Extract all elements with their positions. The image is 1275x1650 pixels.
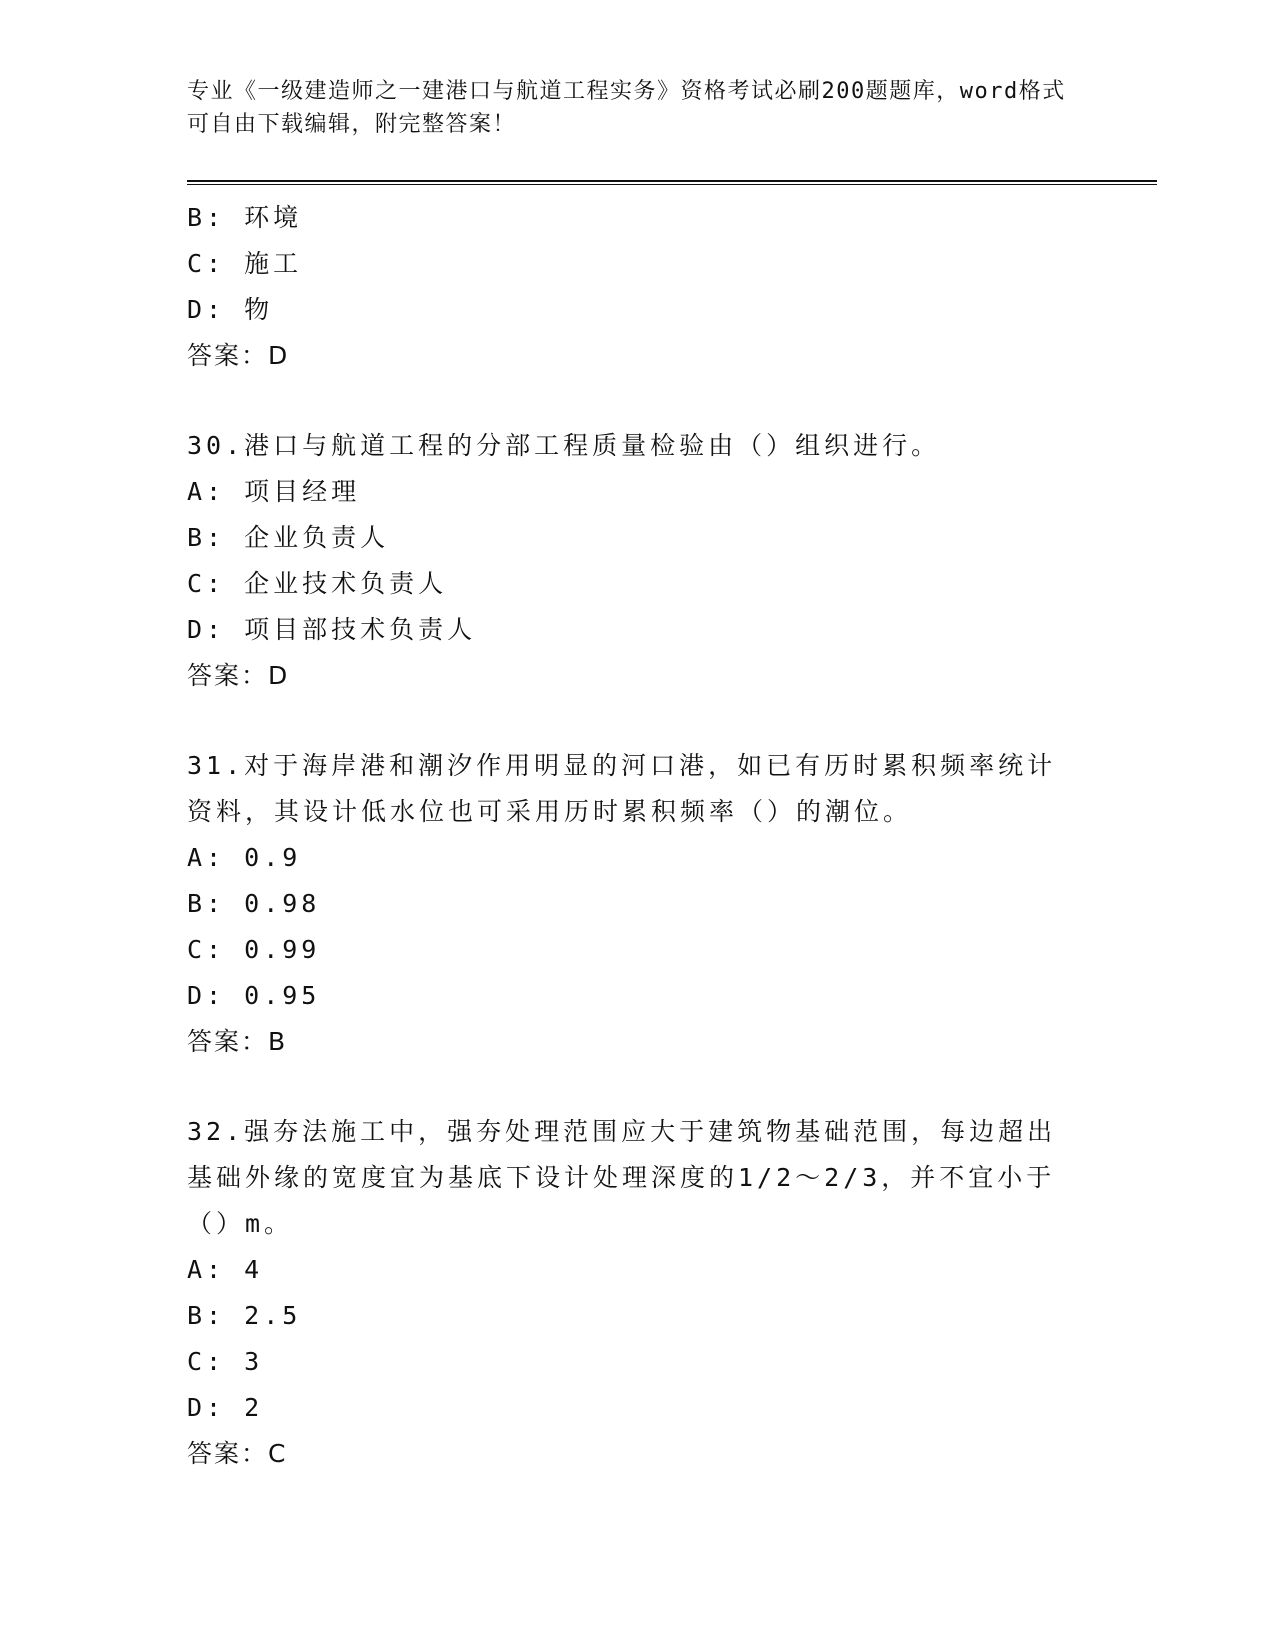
option-c: C: 0.99 bbox=[187, 935, 321, 964]
question-31: 31.对于海岸港和潮汐作用明显的河口港，如已有历时累积频率统计资料，其设计低水位也可采用历时累积频率（）的潮位。 bbox=[187, 751, 1057, 826]
option-d: D: 物 bbox=[187, 295, 274, 324]
option-a: A: 4 bbox=[187, 1255, 264, 1284]
option-b: B: 企业负责人 bbox=[187, 523, 390, 552]
question-30: 30.港口与航道工程的分部工程质量检验由（）组织进行。 bbox=[187, 431, 941, 460]
question-32: 32.强夯法施工中，强夯处理范围应大于建筑物基础范围，每边超出基础外缘的宽度宜为基底下设计处理深度的1/2～2/3，并不宜小于（）m。 bbox=[187, 1117, 1057, 1238]
answer: 答案：B bbox=[187, 1027, 288, 1056]
option-b: B: 0.98 bbox=[187, 889, 321, 918]
document-content bbox=[187, 195, 1157, 1477]
option-c: C: 企业技术负责人 bbox=[187, 569, 448, 598]
option-b: B: 2.5 bbox=[187, 1301, 302, 1330]
option-d: D: 项目部技术负责人 bbox=[187, 615, 477, 644]
answer: 答案：C bbox=[187, 1439, 288, 1468]
answer: 答案：D bbox=[187, 661, 290, 690]
option-c: C: 施工 bbox=[187, 249, 303, 278]
document-page bbox=[187, 0, 1157, 1477]
option-a: A: 0.9 bbox=[187, 843, 302, 872]
option-d: D: 2 bbox=[187, 1393, 264, 1422]
option-a: A: 项目经理 bbox=[187, 477, 361, 506]
document-header: 专业《一级建造师之一建港口与航道工程实务》资格考试必刷200题题库，word格式可自由下载编辑，附完整答案！ bbox=[187, 79, 1066, 137]
header-divider bbox=[187, 180, 1157, 185]
option-d: D: 0.95 bbox=[187, 981, 321, 1010]
option-b: B: 环境 bbox=[187, 203, 303, 232]
option-c: C: 3 bbox=[187, 1347, 264, 1376]
answer: 答案：D bbox=[187, 341, 290, 370]
